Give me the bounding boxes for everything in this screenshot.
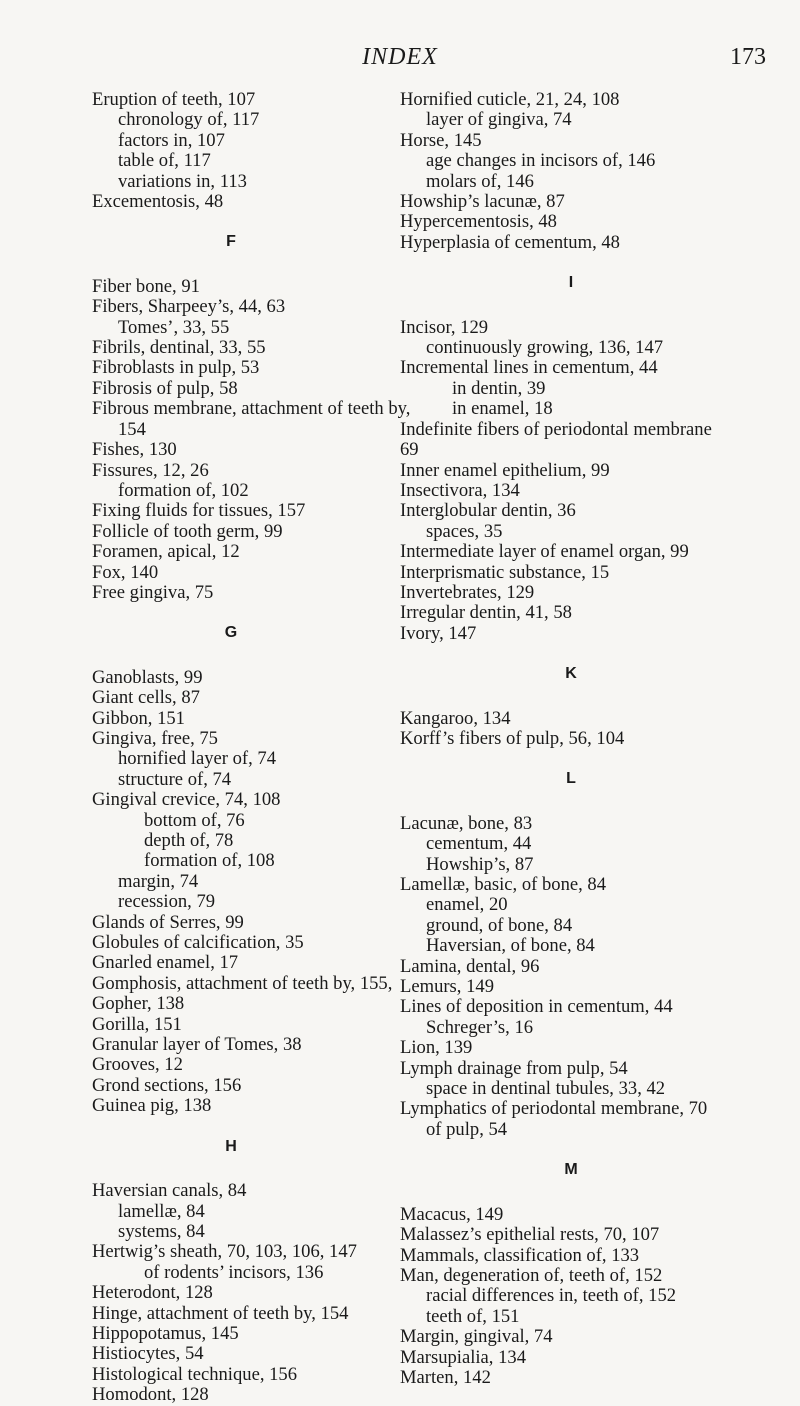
index-subentry: factors in, 107 [118,129,225,151]
index-subentry: Haversian, of bone, 84 [426,935,595,957]
index-subentry: formation of, 102 [118,479,249,501]
page-header [0,44,800,78]
index-subentry: Schreger’s, 16 [426,1016,534,1038]
index-subentry: Howship’s, 87 [426,853,534,875]
index-entry: Lymph drainage from pulp, 54 [400,1057,628,1079]
index-entry: Lymphatics of periodontal membrane, 70 [400,1098,708,1120]
index-entry: Hertwig’s sheath, 70, 103, 106, 147 [92,1241,357,1263]
index-entry: Insectivora, 134 [400,479,520,501]
index-subentry: of pulp, 54 [426,1118,508,1140]
index-entry: Horse, 145 [400,129,482,151]
index-entry: Haversian canals, 84 [92,1180,247,1202]
index-entry: Fibrous membrane, attachment of teeth by, [92,398,411,420]
section-letter: L [566,770,576,788]
index-entry: Incremental lines in cementum, 44 [400,357,658,379]
section-letter: I [568,274,574,292]
section-letter: H [225,1137,237,1155]
index-entry: Fox, 140 [92,561,159,583]
index-entry: Incisor, 129 [400,316,489,338]
index-entry: Fissures, 12, 26 [92,459,209,481]
index-entry: Lacunæ, bone, 83 [400,812,533,834]
index-entry: Hornified cuticle, 21, 24, 108 [400,89,620,110]
index-subentry: teeth of, 151 [426,1305,520,1327]
index-entry: Gingival crevice, 74, 108 [92,789,281,811]
index-entry: Free gingiva, 75 [92,581,214,603]
index-column-right [400,90,772,1388]
index-subentry: hornified layer of, 74 [118,748,276,770]
index-entry: Marten, 142 [400,1366,491,1388]
section-letter: K [565,665,577,683]
index-entry: Interglobular dentin, 36 [400,500,576,522]
index-entry: Gibbon, 151 [92,707,185,729]
index-entry: Inner enamel epithelium, 99 [400,459,610,481]
index-subentry: in dentin, 39 [452,377,546,399]
index-entry: Gorilla, 151 [92,1013,182,1035]
index-subentry: space in dentinal tubules, 33, 42 [426,1078,666,1100]
index-subentry: depth of, 78 [144,830,234,851]
section-letter: F [226,233,236,251]
index-entry: Guinea pig, 138 [92,1095,212,1117]
section-letter: M [564,1161,578,1179]
index-entry: Fibrosis of pulp, 58 [92,377,238,399]
index-subentry: continuously growing, 136, 147 [426,337,664,359]
index-entry: Fibers, Sharpeey’s, 44, 63 [92,296,286,318]
index-entry: Gomphosis, attachment of teeth by, 155, [92,972,393,994]
index-subentry: chronology of, 117 [118,109,260,131]
index-entry: Glands of Serres, 99 [92,911,244,933]
index-entry: Follicle of tooth germ, 99 [92,520,283,542]
index-subentry: bottom of, 76 [144,809,245,831]
index-entry: Hippopotamus, 145 [92,1322,239,1344]
index-entry: Kangaroo, 134 [400,707,511,729]
index-entry: Giant cells, 87 [92,687,200,709]
index-entry: Hinge, attachment of teeth by, 154 [92,1302,349,1324]
section-letter: G [224,624,238,642]
index-entry: Fiber bone, 91 [92,275,200,297]
index-entry: Fibrils, dentinal, 33, 55 [92,337,266,359]
index-subentry: racial differences in, teeth of, 152 [426,1285,677,1307]
index-entry: Mammals, classification of, 133 [400,1244,640,1266]
index-subentry: cementum, 44 [426,833,532,855]
index-subentry: formation of, 108 [144,850,275,872]
index-entry: Irregular dentin, 41, 58 [400,602,572,624]
index-entry: Homodont, 128 [92,1384,209,1406]
index-entry: Lamina, dental, 96 [400,955,540,977]
page-number: 173 [730,44,766,70]
index-entry: Howship’s lacunæ, 87 [400,191,565,213]
index-subentry: age changes in incisors of, 146 [426,150,656,172]
index-entry: Hyperplasia of cementum, 48 [400,231,620,253]
index-entry: Eruption of teeth, 107 [92,89,256,110]
index-entry: Grond sections, 156 [92,1074,242,1096]
index-subentry: spaces, 35 [426,520,503,542]
index-entry: Interprismatic substance, 15 [400,561,610,583]
index-entry: Gnarled enamel, 17 [92,952,239,974]
index-entry: Fishes, 130 [92,439,177,461]
index-subentry: variations in, 113 [118,170,247,192]
index-entry: Histological technique, 156 [92,1363,298,1385]
index-entry: Lion, 139 [400,1037,473,1059]
index-entry: Hypercementosis, 48 [400,211,557,233]
index-entry: Ganoblasts, 99 [92,666,203,688]
index-entry: Heterodont, 128 [92,1282,213,1304]
index-entry: Lemurs, 149 [400,976,494,998]
index-subentry: of rodents’ incisors, 136 [144,1261,324,1283]
index-entry: Ivory, 147 [400,622,477,644]
index-subentry: molars of, 146 [426,170,534,192]
index-entry: 69 [400,439,419,461]
index-entry: Excementosis, 48 [92,191,224,213]
index-entry: Man, degeneration of, teeth of, 152 [400,1264,663,1286]
index-entry: Korff’s fibers of pulp, 56, 104 [400,727,625,749]
index-entry: Gingiva, free, 75 [92,727,218,749]
index-entry: Malassez’s epithelial rests, 70, 107 [400,1224,660,1246]
index-subentry: layer of gingiva, 74 [426,109,572,131]
index-subentry: enamel, 20 [426,894,508,916]
index-entry: Macacus, 149 [400,1203,504,1225]
index-entry: Foramen, apical, 12 [92,541,240,563]
index-entry: Indefinite fibers of periodontal membrane [400,418,712,440]
index-entry: Grooves, 12 [92,1054,183,1076]
index-entry: Gopher, 138 [92,993,185,1015]
index-subentry: systems, 84 [118,1220,205,1242]
index-entry: Lines of deposition in cementum, 44 [400,996,673,1018]
index-entry: Fibroblasts in pulp, 53 [92,357,260,379]
index-subentry: in enamel, 18 [452,398,553,420]
index-subentry: ground, of bone, 84 [426,914,573,936]
index-subentry: 154 [118,418,146,440]
index-entry: Intermediate layer of enamel organ, 99 [400,541,689,563]
index-subentry: structure of, 74 [118,768,232,790]
running-title: INDEX [362,44,438,70]
index-entry: Invertebrates, 129 [400,581,535,603]
index-subentry: table of, 117 [118,150,211,172]
index-subentry: Tomes’, 33, 55 [118,316,230,338]
index-subentry: margin, 74 [118,870,199,892]
index-entry: Lamellæ, basic, of bone, 84 [400,874,607,895]
index-subentry: recession, 79 [118,891,216,913]
index-entry: Globules of calcification, 35 [92,932,304,954]
index-entry: Granular layer of Tomes, 38 [92,1034,302,1056]
index-subentry: lamellæ, 84 [118,1200,205,1222]
index-entry: Fixing fluids for tissues, 157 [92,500,306,522]
index-entry: Marsupialia, 134 [400,1346,526,1368]
index-entry: Margin, gingival, 74 [400,1326,553,1348]
index-entry: Histiocytes, 54 [92,1343,204,1365]
